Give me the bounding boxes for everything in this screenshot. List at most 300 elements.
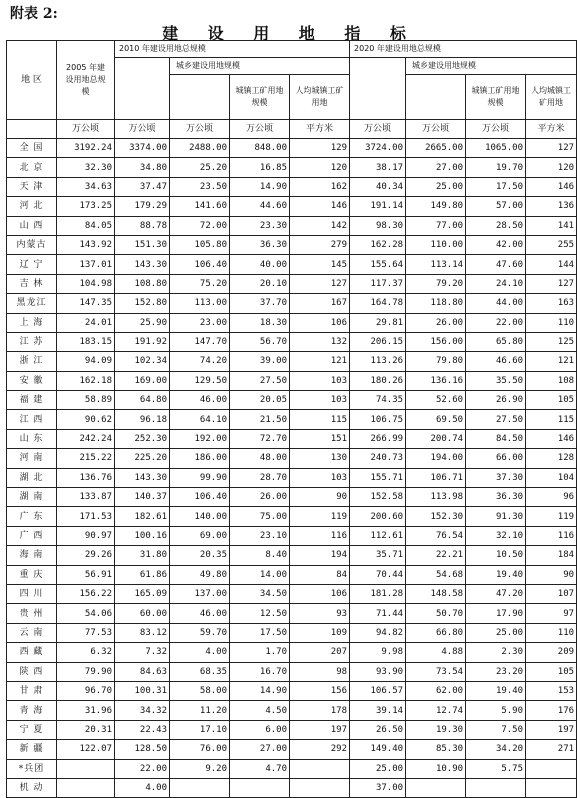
value-cell: 26.00 — [406, 313, 466, 332]
value-cell: 129.50 — [170, 371, 230, 390]
header-2020-per-capita: 人均城镇工矿用地 — [526, 75, 577, 120]
region-cell: 广 东 — [7, 507, 57, 526]
value-cell: 108.80 — [115, 274, 170, 293]
value-cell: 191.92 — [115, 332, 170, 351]
value-cell: 110.00 — [406, 235, 466, 254]
value-cell: 96 — [526, 488, 577, 507]
value-cell: 25.20 — [170, 158, 230, 177]
value-cell: 23.20 — [466, 662, 526, 681]
value-cell: 22.21 — [406, 546, 466, 565]
value-cell: 3192.24 — [57, 139, 115, 158]
value-cell: 106 — [290, 584, 350, 603]
value-cell: 255 — [526, 235, 577, 254]
value-cell: 143.30 — [115, 255, 170, 274]
value-cell: 29.26 — [57, 546, 115, 565]
table-row — [7, 139, 577, 158]
value-cell: 105.80 — [170, 235, 230, 254]
value-cell: 57.00 — [466, 197, 526, 216]
value-cell: 97 — [526, 604, 577, 623]
value-cell: 108 — [526, 371, 577, 390]
value-cell: 35.71 — [350, 546, 406, 565]
value-cell: 176 — [526, 701, 577, 720]
value-cell: 162.18 — [57, 371, 115, 390]
unit-cell: 万公顷 — [115, 120, 170, 139]
value-cell: 7.50 — [466, 720, 526, 739]
table-row — [7, 546, 577, 565]
value-cell: 100.16 — [115, 526, 170, 545]
value-cell: 137.01 — [57, 255, 115, 274]
value-cell: 39.14 — [350, 701, 406, 720]
value-cell: 91.30 — [466, 507, 526, 526]
value-cell: 179.29 — [115, 197, 170, 216]
header-2010-ur-blank — [170, 75, 230, 120]
header-2010-group: 2010 年建设用地总规模 — [115, 41, 350, 58]
value-cell: 147.35 — [57, 294, 115, 313]
value-cell: 163 — [526, 294, 577, 313]
value-cell: 146 — [526, 429, 577, 448]
value-cell: 252.30 — [115, 429, 170, 448]
table-row — [7, 235, 577, 254]
value-cell: 242.24 — [57, 429, 115, 448]
value-cell: 110 — [526, 623, 577, 642]
value-cell: 23.30 — [230, 216, 290, 235]
value-cell: 215.22 — [57, 449, 115, 468]
value-cell: 153 — [526, 681, 577, 700]
value-cell: 110 — [526, 313, 577, 332]
value-cell: 42.00 — [466, 235, 526, 254]
region-cell: 山 东 — [7, 429, 57, 448]
value-cell: 112.61 — [350, 526, 406, 545]
value-cell: 60.00 — [115, 604, 170, 623]
value-cell: 14.00 — [230, 565, 290, 584]
value-cell: 4.50 — [230, 701, 290, 720]
region-cell: 河 南 — [7, 449, 57, 468]
value-cell: 136 — [526, 197, 577, 216]
value-cell: 12.74 — [406, 701, 466, 720]
header-2005-total: 2005 年建设用地总规模 — [57, 41, 115, 120]
value-cell: 121 — [526, 352, 577, 371]
value-cell: 144 — [526, 255, 577, 274]
value-cell — [290, 759, 350, 778]
value-cell: 181.28 — [350, 584, 406, 603]
region-cell: 新 疆 — [7, 740, 57, 759]
value-cell: 23.10 — [230, 526, 290, 545]
value-cell: 49.80 — [170, 565, 230, 584]
value-cell: 46.00 — [170, 604, 230, 623]
region-cell: 重 庆 — [7, 565, 57, 584]
value-cell: 71.44 — [350, 604, 406, 623]
value-cell: 2488.00 — [170, 139, 230, 158]
value-cell: 19.30 — [406, 720, 466, 739]
value-cell — [526, 778, 577, 797]
value-cell: 31.80 — [115, 546, 170, 565]
value-cell: 140.37 — [115, 488, 170, 507]
header-region: 地 区 — [7, 41, 57, 120]
value-cell: 156 — [290, 681, 350, 700]
value-cell: 26.00 — [230, 488, 290, 507]
value-cell: 68.35 — [170, 662, 230, 681]
value-cell: 28.50 — [466, 216, 526, 235]
value-cell: 113.26 — [350, 352, 406, 371]
table-row — [7, 681, 577, 700]
value-cell: 34.50 — [230, 584, 290, 603]
value-cell: 94.09 — [57, 352, 115, 371]
value-cell: 46.00 — [170, 391, 230, 410]
value-cell: 84.50 — [466, 429, 526, 448]
value-cell: 40.34 — [350, 177, 406, 196]
value-cell: 147.70 — [170, 332, 230, 351]
table-row — [7, 526, 577, 545]
value-cell: 52.60 — [406, 391, 466, 410]
value-cell: 19.40 — [466, 681, 526, 700]
table-row — [7, 313, 577, 332]
appendix-label: 附表 2: — [10, 6, 58, 22]
value-cell: 24.01 — [57, 313, 115, 332]
region-cell: 湖 南 — [7, 488, 57, 507]
unit-cell: 万公顷 — [170, 120, 230, 139]
value-cell: 152.30 — [406, 507, 466, 526]
region-cell: 江 苏 — [7, 332, 57, 351]
value-cell: 116 — [526, 526, 577, 545]
value-cell: 155.71 — [350, 468, 406, 487]
unit-cell: 万公顷 — [350, 120, 406, 139]
value-cell: 107 — [526, 584, 577, 603]
value-cell: 128 — [526, 449, 577, 468]
value-cell: 22.00 — [115, 759, 170, 778]
value-cell: 127 — [526, 274, 577, 293]
value-cell: 34.80 — [115, 158, 170, 177]
region-cell: 山 西 — [7, 216, 57, 235]
value-cell: 129 — [290, 139, 350, 158]
value-cell: 149.40 — [350, 740, 406, 759]
value-cell: 54.68 — [406, 565, 466, 584]
value-cell: 141.60 — [170, 197, 230, 216]
value-cell: 106.40 — [170, 255, 230, 274]
value-cell: 24.10 — [466, 274, 526, 293]
table-row — [7, 643, 577, 662]
value-cell: 22.43 — [115, 720, 170, 739]
value-cell: 35.50 — [466, 371, 526, 390]
value-cell: 1065.00 — [466, 139, 526, 158]
value-cell: 105 — [526, 662, 577, 681]
region-cell: 西 藏 — [7, 643, 57, 662]
value-cell: 206.15 — [350, 332, 406, 351]
value-cell: 77.00 — [406, 216, 466, 235]
value-cell: 194.00 — [406, 449, 466, 468]
value-cell: 20.31 — [57, 720, 115, 739]
value-cell: 47.60 — [466, 255, 526, 274]
value-cell: 74.20 — [170, 352, 230, 371]
table-row — [7, 662, 577, 681]
value-cell: 26.90 — [466, 391, 526, 410]
value-cell: 180.26 — [350, 371, 406, 390]
value-cell: 106.40 — [170, 488, 230, 507]
table-row — [7, 294, 577, 313]
region-cell: 黑龙江 — [7, 294, 57, 313]
value-cell: 27.50 — [230, 371, 290, 390]
value-cell: 36.30 — [466, 488, 526, 507]
value-cell: 25.00 — [406, 177, 466, 196]
value-cell: 17.90 — [466, 604, 526, 623]
value-cell: 44.00 — [466, 294, 526, 313]
value-cell: 143.92 — [57, 235, 115, 254]
unit-cell: 万公顷 — [406, 120, 466, 139]
region-cell: 吉 林 — [7, 274, 57, 293]
value-cell: 98 — [290, 662, 350, 681]
value-cell: 186.00 — [170, 449, 230, 468]
value-cell — [57, 759, 115, 778]
value-cell: 103 — [290, 371, 350, 390]
value-cell: 143.30 — [115, 468, 170, 487]
value-cell: 133.87 — [57, 488, 115, 507]
region-cell: 北 京 — [7, 158, 57, 177]
value-cell: 106.57 — [350, 681, 406, 700]
value-cell: 99.90 — [170, 468, 230, 487]
value-cell: 104 — [526, 468, 577, 487]
value-cell: 46.60 — [466, 352, 526, 371]
value-cell: 83.12 — [115, 623, 170, 642]
header-2020-ur-blank — [406, 75, 466, 120]
value-cell: 32.30 — [57, 158, 115, 177]
value-cell: 132 — [290, 332, 350, 351]
value-cell: 6.32 — [57, 643, 115, 662]
value-cell: 1.70 — [230, 643, 290, 662]
value-cell: 10.50 — [466, 546, 526, 565]
header-2010-per-capita: 人均城镇工矿用地 — [290, 75, 350, 120]
value-cell: 37.00 — [350, 778, 406, 797]
value-cell: 16.70 — [230, 662, 290, 681]
value-cell: 240.73 — [350, 449, 406, 468]
value-cell: 72.70 — [230, 429, 290, 448]
value-cell: 25.00 — [466, 623, 526, 642]
value-cell: 14.90 — [230, 177, 290, 196]
value-cell: 73.54 — [406, 662, 466, 681]
value-cell: 79.80 — [406, 352, 466, 371]
value-cell: 56.70 — [230, 332, 290, 351]
value-cell: 88.78 — [115, 216, 170, 235]
value-cell: 119 — [290, 507, 350, 526]
value-cell: 146 — [290, 197, 350, 216]
value-cell: 29.81 — [350, 313, 406, 332]
value-cell: 2665.00 — [406, 139, 466, 158]
header-2020-urban-rural: 城乡建设用地规模 — [406, 58, 577, 75]
value-cell: 23.00 — [170, 313, 230, 332]
table-row — [7, 604, 577, 623]
table-row — [7, 623, 577, 642]
value-cell: 75.20 — [170, 274, 230, 293]
table-row — [7, 488, 577, 507]
land-use-table — [6, 40, 577, 798]
table-row — [7, 371, 577, 390]
value-cell: 14.90 — [230, 681, 290, 700]
region-cell: 青 海 — [7, 701, 57, 720]
value-cell: 130 — [290, 449, 350, 468]
header-2020-group: 2020 年建设用地总规模 — [350, 41, 577, 58]
value-cell: 178 — [290, 701, 350, 720]
value-cell: 20.10 — [230, 274, 290, 293]
value-cell: 17.10 — [170, 720, 230, 739]
table-body — [7, 139, 577, 798]
region-cell: 机 动 — [7, 778, 57, 797]
value-cell: 94.82 — [350, 623, 406, 642]
table-title: 建 设 用 地 指 标 — [162, 24, 418, 43]
value-cell: 152.80 — [115, 294, 170, 313]
region-cell: 安 徽 — [7, 371, 57, 390]
table-row — [7, 468, 577, 487]
value-cell: 31.96 — [57, 701, 115, 720]
region-cell: 福 建 — [7, 391, 57, 410]
value-cell: 64.80 — [115, 391, 170, 410]
value-cell: 104.98 — [57, 274, 115, 293]
region-cell: 云 南 — [7, 623, 57, 642]
unit-cell: 平方米 — [526, 120, 577, 139]
value-cell: 66.80 — [406, 623, 466, 642]
table-row — [7, 565, 577, 584]
region-cell: 贵 州 — [7, 604, 57, 623]
value-cell: 85.30 — [406, 740, 466, 759]
region-cell: 上 海 — [7, 313, 57, 332]
value-cell: 93.90 — [350, 662, 406, 681]
value-cell: 50.70 — [406, 604, 466, 623]
value-cell: 115 — [526, 410, 577, 429]
value-cell: 103 — [290, 391, 350, 410]
value-cell: 183.15 — [57, 332, 115, 351]
region-cell: 湖 北 — [7, 468, 57, 487]
region-cell: 辽 宁 — [7, 255, 57, 274]
value-cell: 197 — [526, 720, 577, 739]
unit-cell: 万公顷 — [466, 120, 526, 139]
value-cell: 151 — [290, 429, 350, 448]
value-cell: 151.30 — [115, 235, 170, 254]
value-cell: 165.09 — [115, 584, 170, 603]
region-cell: 海 南 — [7, 546, 57, 565]
value-cell: 76.54 — [406, 526, 466, 545]
value-cell: 128.50 — [115, 740, 170, 759]
value-cell: 136.76 — [57, 468, 115, 487]
value-cell: 105 — [526, 391, 577, 410]
unit-cell: 万公顷 — [230, 120, 290, 139]
value-cell: 3374.00 — [115, 139, 170, 158]
value-cell: 152.58 — [350, 488, 406, 507]
region-cell: *兵团 — [7, 759, 57, 778]
value-cell: 70.44 — [350, 565, 406, 584]
region-cell: 江 西 — [7, 410, 57, 429]
value-cell: 192.00 — [170, 429, 230, 448]
value-cell: 119 — [526, 507, 577, 526]
value-cell: 16.85 — [230, 158, 290, 177]
value-cell: 36.30 — [230, 235, 290, 254]
value-cell: 148.58 — [406, 584, 466, 603]
value-cell: 125 — [526, 332, 577, 351]
value-cell: 9.98 — [350, 643, 406, 662]
value-cell — [526, 759, 577, 778]
value-cell: 61.86 — [115, 565, 170, 584]
value-cell: 106.75 — [350, 410, 406, 429]
value-cell — [170, 778, 230, 797]
value-cell — [290, 778, 350, 797]
region-cell: 宁 夏 — [7, 720, 57, 739]
value-cell: 155.64 — [350, 255, 406, 274]
value-cell: 4.88 — [406, 643, 466, 662]
value-cell: 77.53 — [57, 623, 115, 642]
value-cell: 79.20 — [406, 274, 466, 293]
value-cell: 74.35 — [350, 391, 406, 410]
value-cell: 136.16 — [406, 371, 466, 390]
value-cell: 47.20 — [466, 584, 526, 603]
value-cell: 209 — [526, 643, 577, 662]
value-cell: 48.00 — [230, 449, 290, 468]
region-cell: 甘 肃 — [7, 681, 57, 700]
value-cell: 69.00 — [170, 526, 230, 545]
value-cell: 64.10 — [170, 410, 230, 429]
value-cell — [406, 778, 466, 797]
table-row — [7, 197, 577, 216]
value-cell: 84 — [290, 565, 350, 584]
value-cell: 26.50 — [350, 720, 406, 739]
value-cell: 32.10 — [466, 526, 526, 545]
table-row — [7, 429, 577, 448]
table-row — [7, 778, 577, 797]
value-cell: 58.89 — [57, 391, 115, 410]
value-cell: 121 — [290, 352, 350, 371]
value-cell: 96.70 — [57, 681, 115, 700]
value-cell: 69.50 — [406, 410, 466, 429]
header-2010-urban-rural: 城乡建设用地规模 — [170, 58, 350, 75]
value-cell: 142 — [290, 216, 350, 235]
value-cell: 34.20 — [466, 740, 526, 759]
value-cell: 266.99 — [350, 429, 406, 448]
table-row — [7, 720, 577, 739]
value-cell: 27.00 — [230, 740, 290, 759]
value-cell: 120 — [526, 158, 577, 177]
value-cell: 96.18 — [115, 410, 170, 429]
value-cell: 167 — [290, 294, 350, 313]
region-cell: 浙 江 — [7, 352, 57, 371]
value-cell: 58.00 — [170, 681, 230, 700]
value-cell: 4.70 — [230, 759, 290, 778]
value-cell: 106.71 — [406, 468, 466, 487]
region-cell: 内蒙古 — [7, 235, 57, 254]
value-cell: 18.30 — [230, 313, 290, 332]
value-cell: 65.80 — [466, 332, 526, 351]
region-cell: 陕 西 — [7, 662, 57, 681]
value-cell: 62.00 — [406, 681, 466, 700]
table-row — [7, 274, 577, 293]
value-cell: 271 — [526, 740, 577, 759]
value-cell: 23.50 — [170, 177, 230, 196]
header-2010-total-blank — [115, 58, 170, 120]
value-cell: 4.00 — [115, 778, 170, 797]
value-cell: 54.06 — [57, 604, 115, 623]
value-cell: 127 — [526, 139, 577, 158]
value-cell: 84.05 — [57, 216, 115, 235]
value-cell: 117.37 — [350, 274, 406, 293]
value-cell: 10.90 — [406, 759, 466, 778]
value-cell: 38.17 — [350, 158, 406, 177]
table-row — [7, 410, 577, 429]
table-row — [7, 177, 577, 196]
value-cell: 162 — [290, 177, 350, 196]
table-row — [7, 255, 577, 274]
value-cell: 169.00 — [115, 371, 170, 390]
value-cell: 149.80 — [406, 197, 466, 216]
region-cell: 四 川 — [7, 584, 57, 603]
value-cell: 120 — [290, 158, 350, 177]
table-row — [7, 449, 577, 468]
value-cell: 19.70 — [466, 158, 526, 177]
value-cell: 182.61 — [115, 507, 170, 526]
value-cell: 90.62 — [57, 410, 115, 429]
